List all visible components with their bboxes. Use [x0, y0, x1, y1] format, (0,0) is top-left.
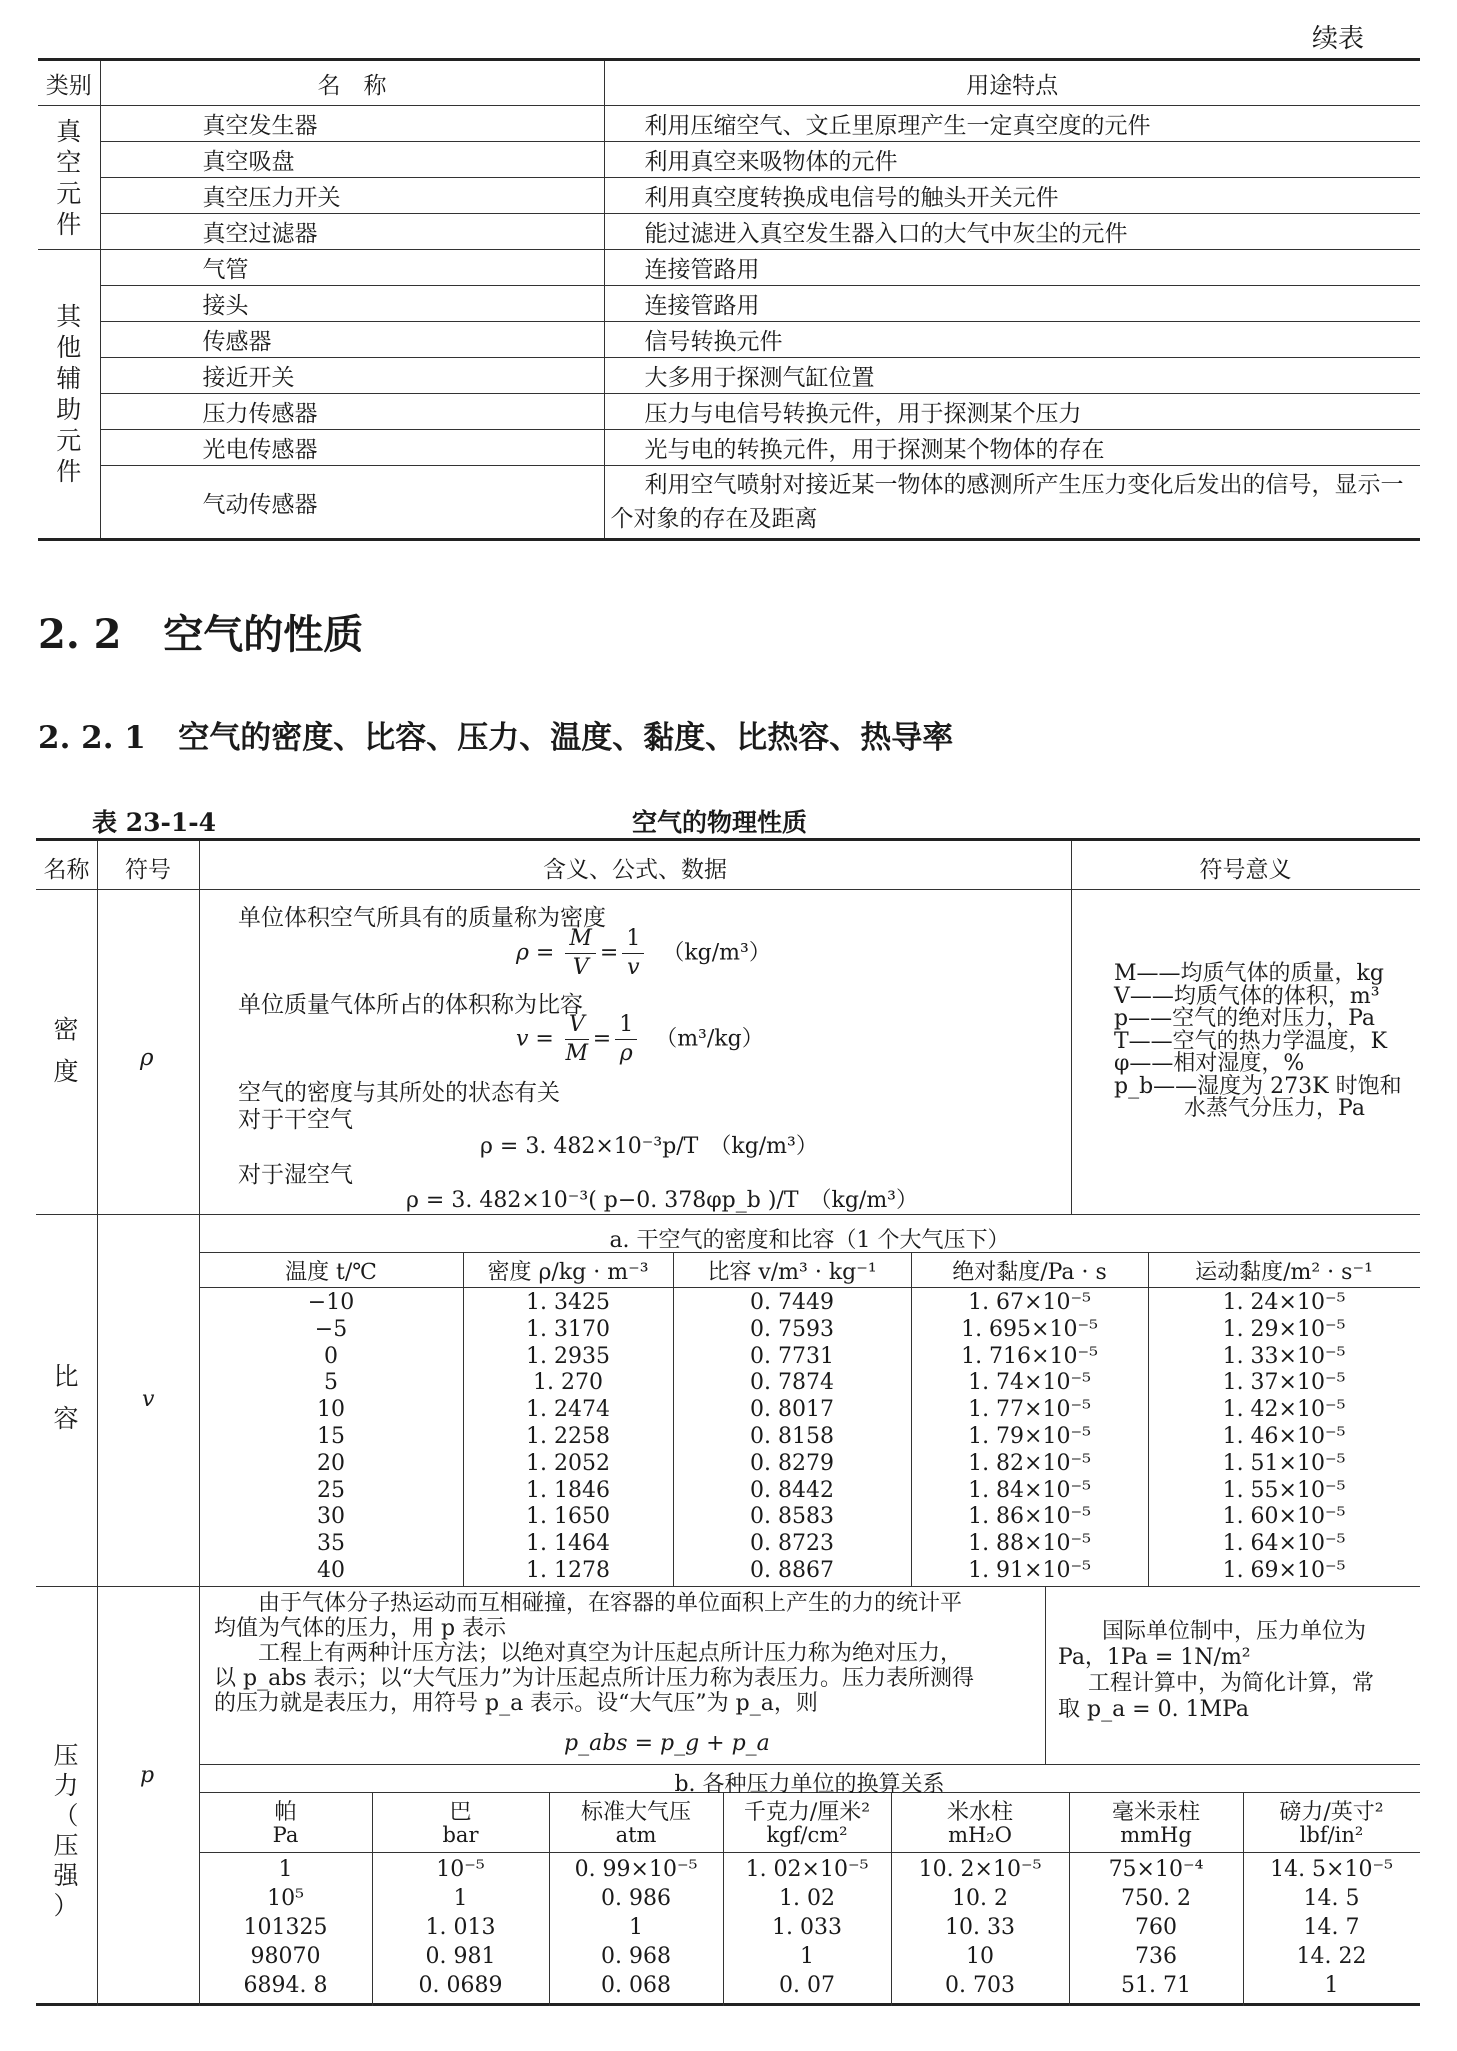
- table-cell: 1. 60×10⁻⁵: [1222, 1504, 1346, 1530]
- table-cell: 40: [317, 1557, 345, 1583]
- table-cell: 1. 1278: [526, 1557, 610, 1583]
- table-cell: 750. 2: [1121, 1886, 1191, 1911]
- table-row: [199, 1942, 1420, 1971]
- table-cell: 10: [317, 1397, 345, 1423]
- table-cell: 760: [1135, 1915, 1177, 1940]
- table-cell: 30: [317, 1504, 345, 1530]
- table-cell: 1. 2474: [526, 1397, 610, 1423]
- table-cell: 0. 986: [601, 1886, 671, 1911]
- table-row: [199, 1531, 1420, 1558]
- table-cell: 0. 8583: [750, 1504, 834, 1530]
- table-row: [199, 1971, 1420, 2000]
- table-cell: 1. 55×10⁻⁵: [1222, 1477, 1346, 1503]
- table-cell: 10⁵: [267, 1886, 304, 1911]
- table-cell: 0. 8442: [750, 1477, 834, 1503]
- table-cell: 1. 86×10⁻⁵: [968, 1504, 1091, 1530]
- table-cell: 1. 716×10⁻⁵: [961, 1343, 1098, 1369]
- unit-symbol: Pa: [272, 1823, 299, 1847]
- air-properties-table: [36, 838, 1420, 2006]
- density-formula-2: v = $\frac{V}{M}$ = $\frac{1}{\rho}$ （m³/kg）: [516, 1012, 764, 1066]
- table-cell: 1. 79×10⁻⁵: [968, 1423, 1091, 1449]
- table-cell: 1. 84×10⁻⁵: [968, 1477, 1091, 1503]
- table-cell: 14. 5: [1303, 1886, 1360, 1911]
- table-cell: 0. 7593: [750, 1316, 834, 1342]
- pressure-conversion-data: [199, 1855, 1420, 2000]
- table-row: [199, 1290, 1420, 1317]
- table-row-name: 接近开关: [100, 358, 604, 394]
- table-cell: 14. 7: [1303, 1915, 1360, 1940]
- table-cell: 1: [800, 1944, 814, 1969]
- table-row-use: 能过滤进入真空发生器入口的大气中灰尘的元件: [604, 214, 1420, 250]
- pressure-label: 压 力 （ 压 强 ）: [53, 1741, 79, 1920]
- header-meaning: 符号意义: [1199, 857, 1292, 883]
- table-row-name: 气动传感器: [100, 466, 604, 540]
- pressure-formula: p_abs = p_g + p_a: [564, 1731, 770, 1756]
- header-symbol: 符号: [125, 857, 171, 883]
- table-cell: 1. 2052: [526, 1450, 610, 1476]
- table-cell: 98070: [250, 1944, 321, 1969]
- table-cell: 1: [278, 1857, 293, 1882]
- density-formula-3: ρ = 3. 482×10⁻³p/T （kg/m³）: [480, 1134, 818, 1159]
- table-row-use: 利用空气喷射对接近某一物体的感测所产生压力变化后发出的信号，显示一个对象的存在及距离: [604, 466, 1420, 540]
- table-cell: 10. 2×10⁻⁵: [918, 1857, 1042, 1882]
- density-formula-4: ρ = 3. 482×10⁻³( p−0. 378φp_b )/T （kg/m³）: [406, 1188, 918, 1213]
- table-cell: 1. 33×10⁻⁵: [1222, 1343, 1346, 1369]
- table-cell: 1. 88×10⁻⁵: [968, 1531, 1091, 1557]
- table-cell: 1. 3425: [526, 1290, 610, 1315]
- table-row-name: 真空吸盘: [100, 142, 604, 178]
- table-row: [199, 1558, 1420, 1585]
- table-cell: 1. 74×10⁻⁵: [968, 1370, 1091, 1396]
- table-cell: 1. 033: [772, 1915, 842, 1940]
- pressure-paragraph: 由于气体分子热运动而互相碰撞，在容器的单位面积上产生的力的统计平 均值为气体的压力，用 p 表示 工程上有两种计压方法；以绝对真空为计压起点所计压力称为绝对压力， 以 p_abs 表示；以“大气压力”为计压起点所计压力称为表压力。压力表所测得 的压力就是表压力，用符号 p_a 表示。设“大气压”为 p_a，则: [214, 1591, 975, 1716]
- table-row: [199, 1451, 1420, 1478]
- table-cell: −10: [307, 1290, 355, 1315]
- table-row-use: 大多用于探测气缸位置: [604, 358, 1420, 394]
- table-cell: 1. 1464: [526, 1531, 610, 1557]
- unit-symbol: bar: [442, 1823, 479, 1847]
- density-line-4: 对于干空气: [238, 1107, 353, 1133]
- col-header-abs-viscosity: 绝对黏度/Pa · s: [952, 1260, 1107, 1285]
- table-cell: 1. 2258: [526, 1423, 610, 1449]
- table-cell: 0. 8867: [750, 1557, 834, 1583]
- table-cell: 1. 64×10⁻⁵: [1222, 1531, 1346, 1557]
- table-cell: 1. 67×10⁻⁵: [968, 1290, 1091, 1315]
- table-cell: 1. 02: [779, 1886, 835, 1911]
- table-cell: 736: [1135, 1944, 1177, 1969]
- table-row: [199, 1855, 1420, 1884]
- header-name: 名称: [43, 857, 90, 883]
- unit-symbol: lbf/in²: [1299, 1823, 1364, 1847]
- header-content: 含义、公式、数据: [543, 857, 727, 883]
- table-row: [199, 1317, 1420, 1344]
- table-row: [199, 1397, 1420, 1424]
- table-cell: 0. 07: [779, 1973, 835, 1998]
- dry-air-data: [199, 1290, 1420, 1585]
- table-cell: 0. 968: [601, 1944, 671, 1969]
- continued-label: 续表: [1312, 24, 1365, 54]
- table-cell: 0. 8279: [750, 1450, 834, 1476]
- table-row: [199, 1504, 1420, 1531]
- table-cell: 1. 3170: [526, 1316, 610, 1342]
- table-cell: 14. 5×10⁻⁵: [1270, 1857, 1393, 1882]
- table-cell: 1. 46×10⁻⁵: [1222, 1423, 1346, 1449]
- table-cell: 14. 22: [1296, 1944, 1367, 1969]
- header-name: 名 称: [100, 60, 604, 106]
- dry-air-table-title: a. 干空气的密度和比容（1 个大气压下）: [609, 1228, 1010, 1253]
- table-cell: 75×10⁻⁴: [1108, 1857, 1204, 1882]
- table-cell: 0. 8158: [750, 1423, 834, 1449]
- table-cell: 1. 82×10⁻⁵: [968, 1450, 1091, 1476]
- table-cell: 20: [317, 1450, 345, 1476]
- unit-name: 千克力/厘米²: [743, 1800, 871, 1825]
- table-row-name: 光电传感器: [100, 430, 604, 466]
- table-cell: 101325: [243, 1915, 328, 1940]
- unit-name: 米水柱: [946, 1800, 1013, 1825]
- col-header-kin-viscosity: 运动黏度/m² · s⁻¹: [1195, 1260, 1373, 1285]
- table-cell: 1: [453, 1886, 468, 1911]
- density-formula-1: ρ = $\frac{M}{V}$ = $\frac{1}{v}$ （kg/m³）: [516, 926, 771, 980]
- table-cell: 0. 068: [601, 1973, 671, 1998]
- table-row-name: 真空发生器: [100, 106, 604, 142]
- table-row: [199, 1913, 1420, 1942]
- table-cell: 1. 42×10⁻⁵: [1222, 1397, 1346, 1423]
- table-title: 空气的物理性质: [632, 808, 808, 837]
- table-cell: 15: [317, 1423, 345, 1449]
- table-row-name: 真空压力开关: [100, 178, 604, 214]
- col-header-temp: 温度 t/℃: [285, 1260, 377, 1285]
- table-cell: 1. 2935: [526, 1343, 610, 1369]
- table-cell: 1. 695×10⁻⁵: [961, 1316, 1098, 1342]
- density-line-3: 空气的密度与其所处的状态有关: [238, 1080, 560, 1106]
- table-cell: 0: [324, 1343, 338, 1369]
- table-row-name: 真空过滤器: [100, 214, 604, 250]
- header-category: 类别: [38, 60, 100, 106]
- table-cell: 0. 7731: [750, 1343, 834, 1369]
- col-header-density: 密度 ρ/kg · m⁻³: [487, 1260, 649, 1285]
- table-row: [199, 1884, 1420, 1913]
- table-cell: 10. 33: [945, 1915, 1015, 1940]
- unit-symbol: kgf/cm²: [766, 1823, 848, 1847]
- category-vacuum: 真 空 元 件: [38, 106, 100, 250]
- table-cell: 1. 013: [425, 1915, 496, 1940]
- table-cell: 1. 77×10⁻⁵: [968, 1397, 1091, 1423]
- table-cell: 0. 8017: [750, 1397, 834, 1423]
- table-cell: 6894. 8: [243, 1973, 328, 1998]
- table-cell: 1. 69×10⁻⁵: [1222, 1557, 1346, 1583]
- unit-symbol: mmHg: [1120, 1823, 1192, 1847]
- density-line-5: 对于湿空气: [238, 1162, 353, 1188]
- table-cell: 5: [324, 1370, 338, 1396]
- table-cell: 35: [317, 1531, 345, 1557]
- density-symbol: ρ: [140, 1045, 154, 1071]
- section-heading-2-2: 2. 2 空气的性质: [38, 611, 364, 658]
- table-cell: 1. 02×10⁻⁵: [745, 1857, 869, 1882]
- unit-name: 巴: [449, 1800, 472, 1825]
- table-cell: 0. 981: [425, 1944, 496, 1969]
- table-cell: 10. 2: [952, 1886, 1008, 1911]
- table-row: [199, 1478, 1420, 1505]
- table-row: [199, 1424, 1420, 1451]
- table-row: [199, 1344, 1420, 1371]
- table-cell: 10⁻⁵: [436, 1857, 485, 1882]
- table-cell: 0. 7874: [750, 1370, 834, 1396]
- table-row-use: 压力与电信号转换元件，用于探测某个压力: [604, 394, 1420, 430]
- table-cell: 0. 0689: [418, 1973, 503, 1998]
- unit-name: 磅力/英寸²: [1279, 1800, 1384, 1825]
- pressure-note: 国际单位制中，压力单位为 Pa，1Pa = 1N/m² 工程计算中，为简化计算，常 取 p_a = 0. 1MPa: [1058, 1619, 1375, 1722]
- table-cell: 10: [966, 1944, 994, 1969]
- density-line-1: 单位体积空气所具有的质量称为密度: [238, 905, 606, 931]
- table-cell: 1. 91×10⁻⁵: [968, 1557, 1091, 1583]
- table-row-name: 接头: [100, 286, 604, 322]
- table-cell: 1: [629, 1915, 643, 1940]
- table-row-use: 连接管路用: [604, 286, 1420, 322]
- table-row-name: 气管: [100, 250, 604, 286]
- table-cell: 1. 51×10⁻⁵: [1222, 1450, 1346, 1476]
- category-auxiliary: 其 他 辅 助 元 件: [38, 250, 100, 540]
- table-row-use: 连接管路用: [604, 250, 1420, 286]
- section-heading-2-2-1: 2. 2. 1 空气的密度、比容、压力、温度、黏度、比热容、热导率: [38, 720, 954, 756]
- table-row-name: 压力传感器: [100, 394, 604, 430]
- col-header-volume: 比容 v/m³ · kg⁻¹: [707, 1260, 877, 1285]
- header-use: 用途特点: [604, 60, 1420, 106]
- unit-symbol: mH₂O: [948, 1823, 1012, 1847]
- density-label: 密 度: [53, 1015, 79, 1086]
- table-row-name: 传感器: [100, 322, 604, 358]
- table-row-use: 利用压缩空气、文丘里原理产生一定真空度的元件: [604, 106, 1420, 142]
- table-cell: 0. 8723: [750, 1531, 834, 1557]
- table-label: 表 23-1-4: [92, 808, 217, 837]
- components-table: [38, 58, 1420, 541]
- table-cell: 51. 71: [1121, 1973, 1191, 1998]
- pressure-table-title: b. 各种压力单位的换算关系: [674, 1772, 945, 1797]
- unit-symbol: atm: [615, 1823, 657, 1847]
- table-cell: 1. 37×10⁻⁵: [1222, 1370, 1346, 1396]
- table-cell: 1. 1650: [526, 1504, 610, 1530]
- table-cell: 1: [1324, 1973, 1339, 1998]
- pressure-symbol: p: [140, 1763, 155, 1788]
- density-line-2: 单位质量气体所占的体积称为比容: [238, 992, 583, 1018]
- unit-name: 毫米汞柱: [1111, 1800, 1200, 1825]
- table-cell: 25: [317, 1477, 345, 1503]
- table-cell: 1. 1846: [526, 1477, 610, 1503]
- table-row: [199, 1370, 1420, 1397]
- table-cell: 1. 29×10⁻⁵: [1222, 1316, 1346, 1342]
- table-cell: 0. 7449: [750, 1290, 834, 1315]
- specific-volume-symbol: v: [142, 1387, 155, 1412]
- table-row-use: 利用真空来吸物体的元件: [604, 142, 1420, 178]
- table-cell: 0. 703: [945, 1973, 1015, 1998]
- table-row-use: 利用真空度转换成电信号的触头开关元件: [604, 178, 1420, 214]
- unit-name: 帕: [274, 1800, 297, 1825]
- symbol-meanings: M——均质气体的质量，kg V——均质气体的体积，m³ p——空气的绝对压力，Pa T——空气的热力学温度，K φ——相对湿度，% p_b——湿度为 273K 时饱和 水蒸气分压力，Pa: [1114, 961, 1402, 1121]
- unit-name: 标准大气压: [580, 1800, 691, 1825]
- table-row-use: 光与电的转换元件，用于探测某个物体的存在: [604, 430, 1420, 466]
- table-cell: 1. 270: [533, 1370, 603, 1396]
- specific-volume-label: 比 容: [53, 1362, 79, 1433]
- table-row-use: 信号转换元件: [604, 322, 1420, 358]
- table-cell: 1. 24×10⁻⁵: [1222, 1290, 1346, 1315]
- table-cell: 0. 99×10⁻⁵: [574, 1857, 698, 1882]
- table-cell: −5: [314, 1316, 348, 1342]
